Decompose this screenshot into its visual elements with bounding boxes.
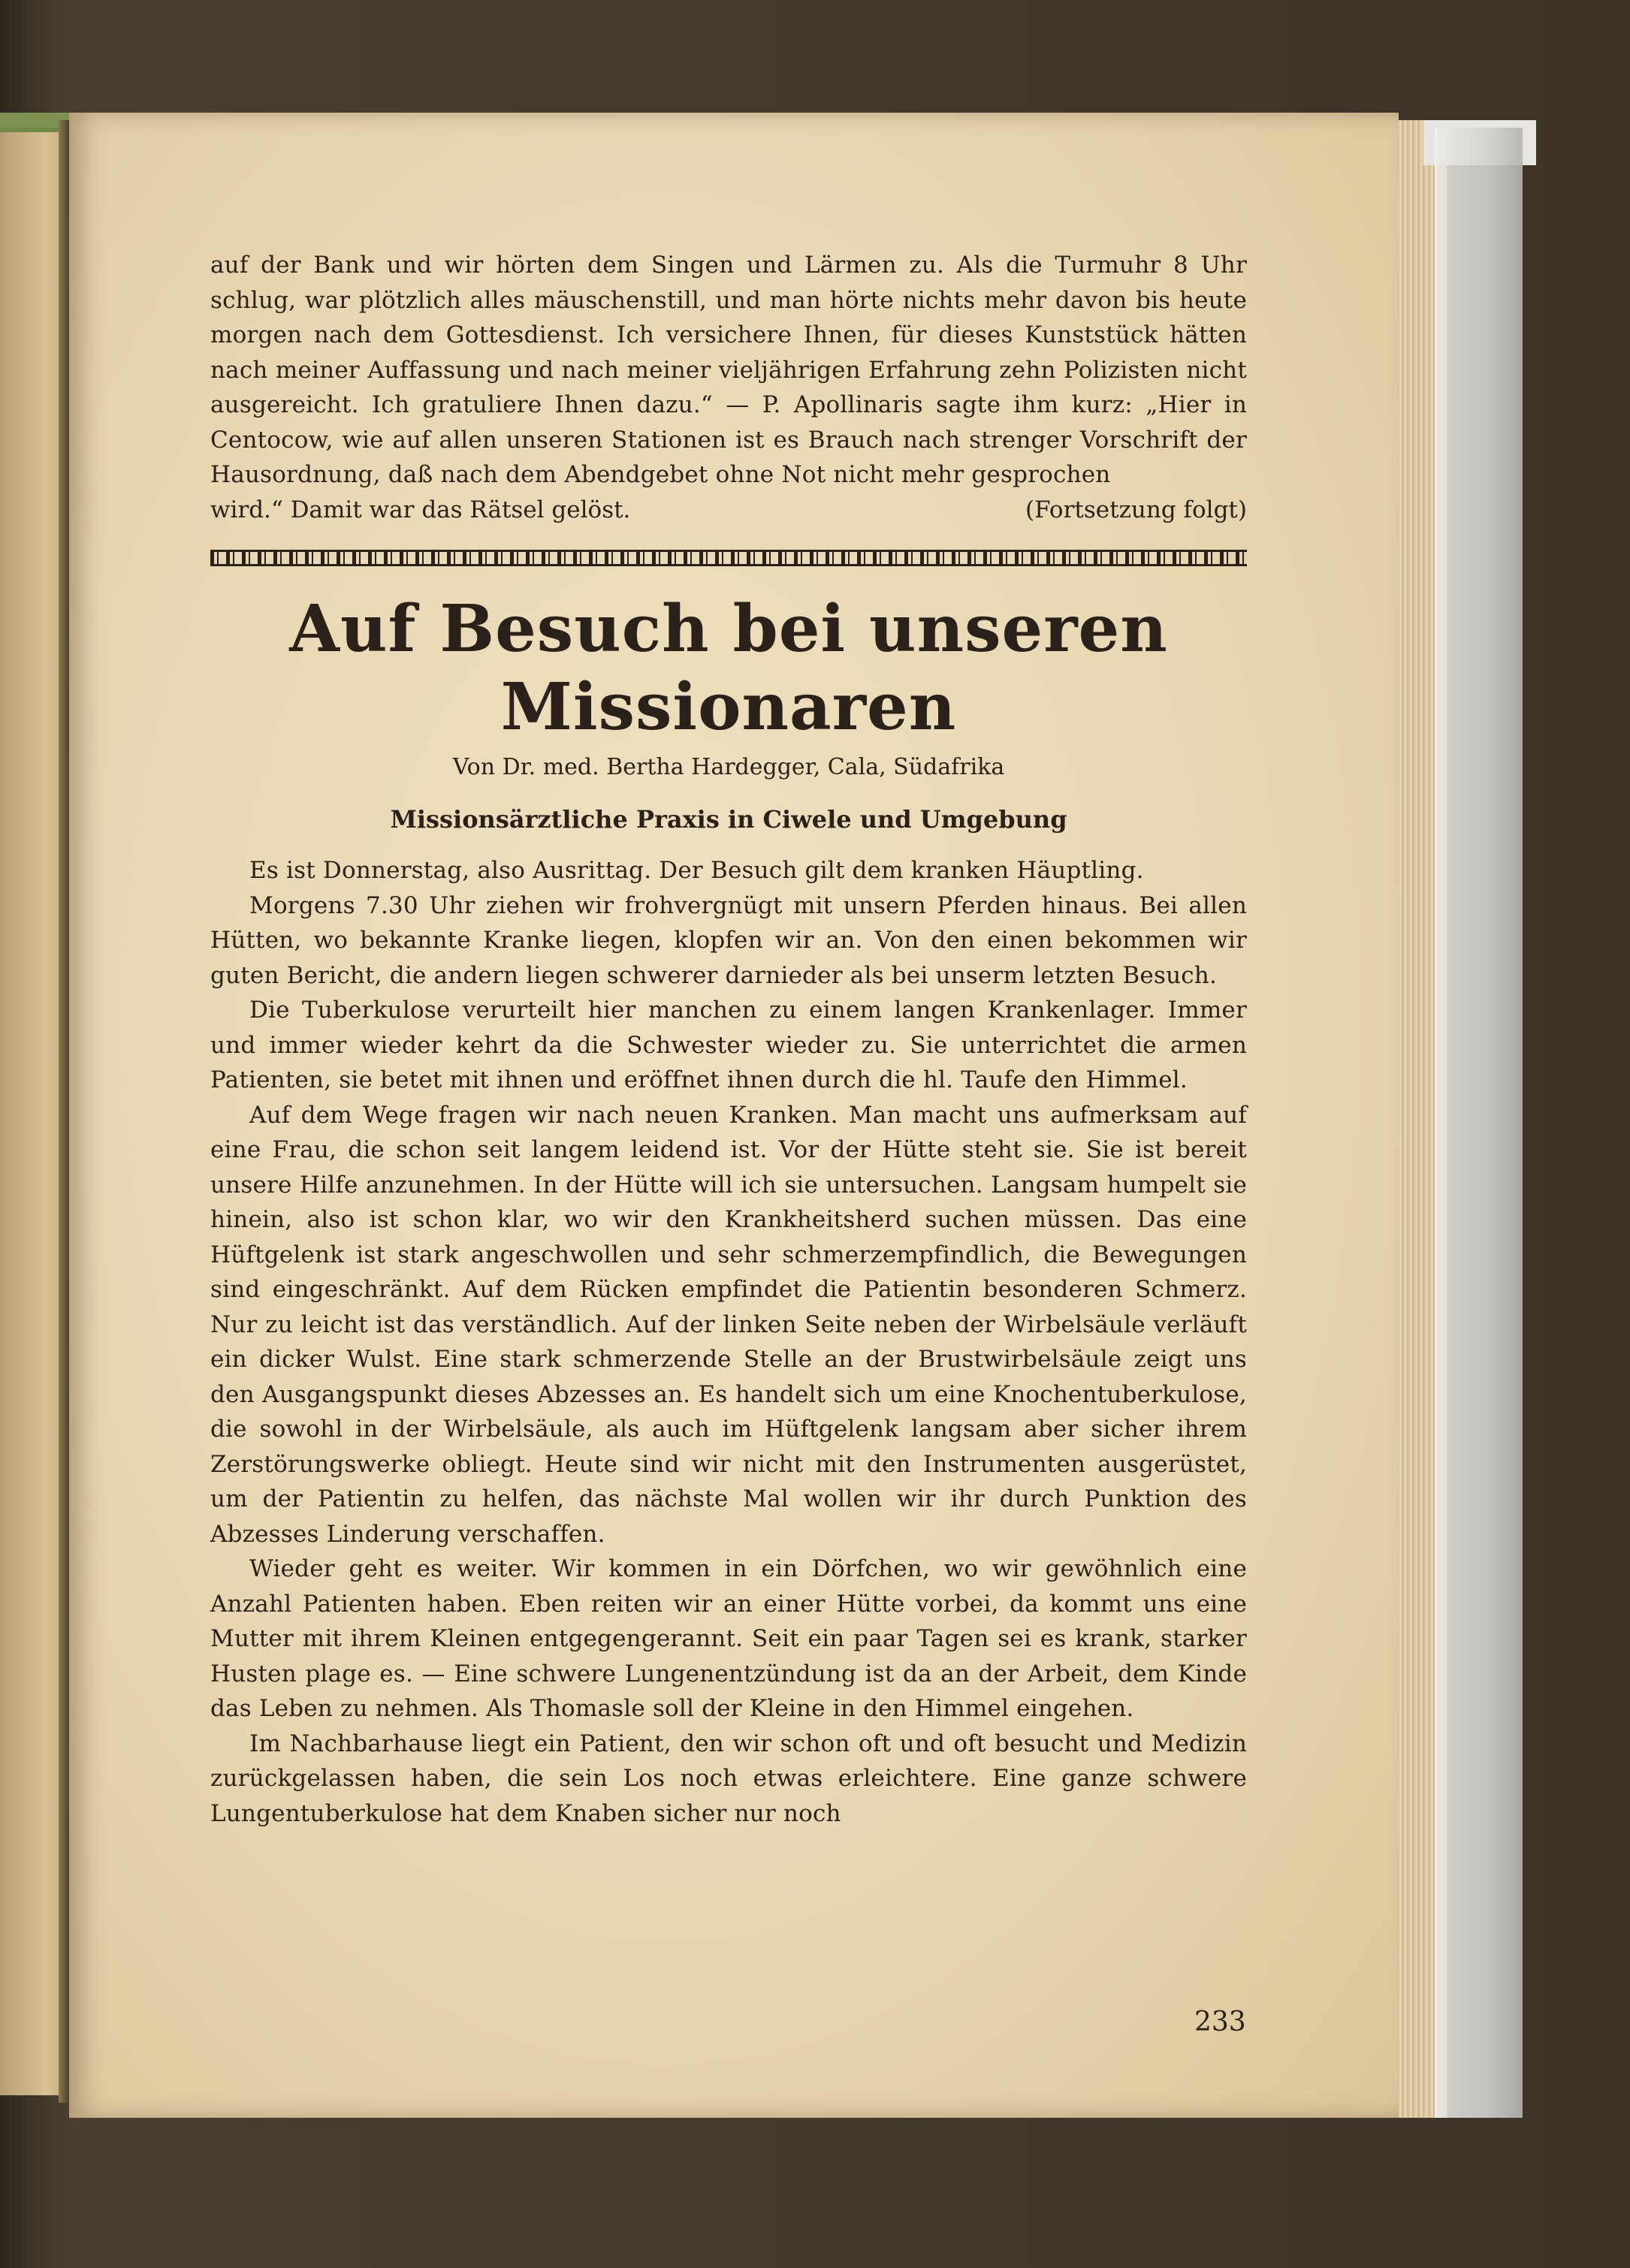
article-paragraph: Morgens 7.30 Uhr ziehen wir frohvergnügt mit unsern Pferden hinaus. Bei allen Hütten, wo bekannte Kranke liegen, klopfen wir an. Von den einen bekommen wir guten Bericht, die andern liegen schwerer darnieder als bei unserm letzten Besuch.	[210, 891, 1247, 989]
cover-protector	[1435, 128, 1523, 2118]
ornamental-divider	[210, 550, 1247, 566]
continued-note: (Fortsetzung folgt)	[1025, 496, 1247, 523]
article-subtitle: Missionsärztliche Praxis in Ciwele und Umgebung	[390, 805, 1067, 834]
article-title: Auf Besuch bei unseren Missionaren	[289, 591, 1168, 745]
article-paragraph: Wieder geht es weiter. Wir kommen in ein Dörfchen, wo wir gewöhnlich eine Anzahl Patienten haben. Eben reiten wir an einer Hütte vorbei, da kommt uns eine Mutter mit ihrem Kleinen entgegengerannt. Seit ein paar Tagen sei es krank, starker Husten plage es. — Eine schwere Lungenentzündung ist da an der Arbeit, dem Kinde das Leben zu nehmen. Als Thomasle soll der Kleine in den Himmel eingehen.	[210, 1555, 1247, 1722]
article-paragraph: Auf dem Wege fragen wir nach neuen Kranken. Man macht uns aufmerksam auf eine Frau, die schon seit langem leidend ist. Vor der Hütte steht sie. Sie ist bereit unsere Hilfe anzunehmen. In der Hütte will ich sie untersuchen. Langsam humpelt sie hinein, also ist schon klar, wo wir den Krankheitsherd suchen müssen. Das eine Hüftgelenk ist stark angeschwollen und sehr schmerzempfindlich, die Bewegungen sind eingeschränkt. Auf dem Rücken empfindet die Patientin besonderen Schmerz. Nur zu leicht ist das verständlich. Auf der linken Seite neben der Wirbelsäule verläuft ein dicker Wulst. Eine stark schmerzende Stelle an der Brustwirbelsäule zeigt uns den Ausgangspunkt dieses Abzesses an. Es handelt sich um eine Knochentuberkulose, die sowohl in der Wirbelsäule, als auch im Hüftgelenk langsam aber sicher ihrem Zerstörungswerke obliegt. Heute sind wir nicht mit den Instrumenten ausgerüstet, um der Patientin zu helfen, das nächste Mal wollen wir ihr durch Punktion des Abzesses Linderung verschaffen.	[210, 1101, 1247, 1548]
page-content	[210, 248, 1247, 1831]
intro-paragraph: auf der Bank und wir hörten dem Singen und Lärmen zu. Als die Turmuhr 8 Uhr schlug, war plötzlich alles mäuschenstill, und man hörte nichts mehr davon bis heute morgen nach dem Gottesdienst. Ich versichere Ihnen, für dieses Kunststück hätten nach meiner Auffassung und nach meiner vieljährigen Erfahrung zehn Polizisten nicht ausgereicht. Ich gratuliere Ihnen dazu.“ — P. Apollinaris sagte ihm kurz: „Hier in Centocow, wie auf allen unseren Stationen ist es Brauch nach strenger Vorschrift der Hausordnung, daß nach dem Abendgebet ohne Not nicht mehr gesprochen	[210, 252, 1247, 488]
intro-last-line: wird.“ Damit war das Rätsel gelöst.	[210, 496, 631, 523]
article-byline: Von Dr. med. Bertha Hardegger, Cala, Südafrika	[452, 754, 1005, 780]
previous-page-edge	[0, 128, 65, 2095]
article-paragraph: Im Nachbarhause liegt ein Patient, den wir schon oft und oft besucht und Medizin zurückgelassen haben, die sein Los noch etwas erleichtere. Eine ganze schwere Lungentuberkulose hat dem Knaben sicher nur noch	[210, 1730, 1247, 1827]
intro-closing-line	[210, 493, 1247, 528]
article-paragraph: Die Tuberkulose verurteilt hier manchen zu einem langen Krankenlager. Immer und immer wieder kehrt da die Schwester wieder zu. Sie unterrichtet die armen Patienten, sie betet mit ihnen und eröffnet ihnen durch die hl. Taufe den Himmel.	[210, 997, 1247, 1093]
article-paragraph: Es ist Donnerstag, also Ausrittag. Der Besuch gilt dem kranken Häuptling.	[249, 857, 1144, 884]
page-number: 233	[1194, 2007, 1246, 2037]
